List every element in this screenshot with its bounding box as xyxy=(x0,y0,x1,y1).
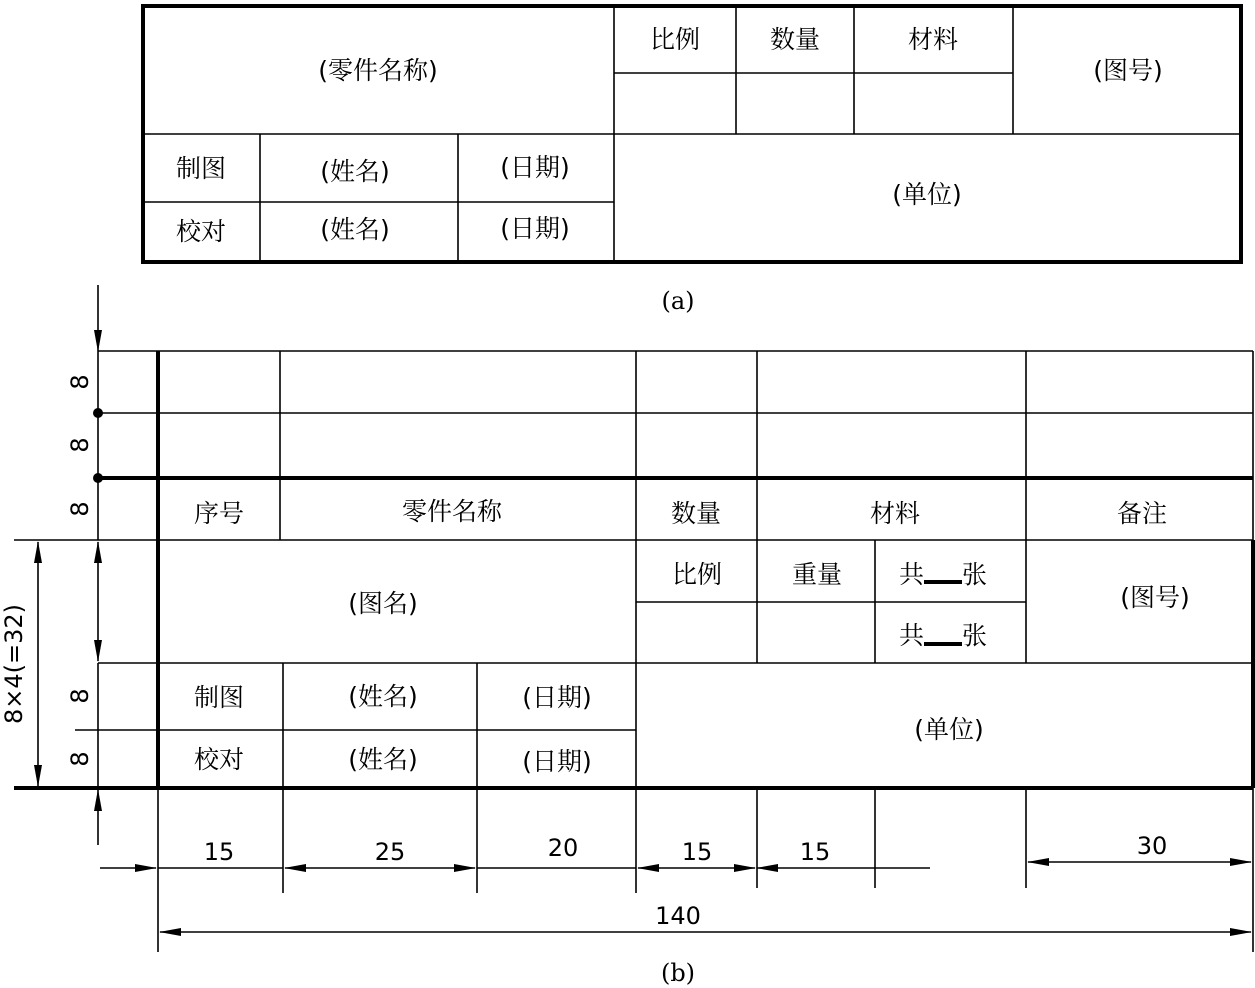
dim-total-height: 8×4(=32) xyxy=(0,603,28,725)
b-drawing-name: (图名) xyxy=(348,589,418,618)
dim-dot-1 xyxy=(93,408,103,418)
a-unit: (单位) xyxy=(892,180,962,209)
a-part-name: (零件名称) xyxy=(318,56,438,85)
dim-row-3: 8 xyxy=(66,501,94,517)
a-name-1: (姓名) xyxy=(320,157,390,186)
caption-a: (a) xyxy=(661,287,695,315)
b-drawn-label: 制图 xyxy=(193,683,245,712)
caption-b: (b) xyxy=(660,959,696,987)
b-date-2: (日期) xyxy=(522,747,592,776)
b-name-1: (姓名) xyxy=(348,682,418,711)
b-weight-label: 重量 xyxy=(791,560,843,589)
dim-w-2: 25 xyxy=(374,838,406,866)
a-material-label: 材料 xyxy=(907,25,959,54)
b-sheets-this-post: 张 xyxy=(962,621,988,650)
dim-w-4: 15 xyxy=(681,838,713,866)
a-drawing-no: (图号) xyxy=(1093,56,1163,85)
b-date-1: (日期) xyxy=(522,683,592,712)
a-name-2: (姓名) xyxy=(320,215,390,244)
dim-row-1: 8 xyxy=(66,374,94,390)
b-remark-label: 备注 xyxy=(1116,499,1168,528)
a-checked-label: 校对 xyxy=(175,217,227,246)
dim-row-2: 8 xyxy=(66,437,94,453)
dim-total-width: 140 xyxy=(655,902,701,930)
dim-row-4: 8 xyxy=(66,688,94,704)
dimensions-b xyxy=(0,285,1253,952)
b-sheets-total-pre: 共 xyxy=(899,560,925,589)
dim-row-5: 8 xyxy=(66,751,94,767)
b-scale-label: 比例 xyxy=(671,560,723,589)
b-unit: (单位) xyxy=(914,715,984,744)
b-name-2: (姓名) xyxy=(348,745,418,774)
dim-w-6: 30 xyxy=(1136,832,1168,860)
dim-w-1: 15 xyxy=(203,838,235,866)
b-drawing-no: (图号) xyxy=(1120,583,1190,612)
dim-w-3: 20 xyxy=(547,834,579,862)
a-date-2: (日期) xyxy=(500,214,570,243)
b-sheets-this-pre: 共 xyxy=(899,621,925,650)
b-material-label: 材料 xyxy=(869,499,921,528)
a-scale-label: 比例 xyxy=(649,25,701,54)
b-part-name-label: 零件名称 xyxy=(401,497,503,526)
dim-w-5: 15 xyxy=(799,838,831,866)
b-quantity-label: 数量 xyxy=(670,499,722,528)
dim-dot-2 xyxy=(93,473,103,483)
title-block-b xyxy=(14,351,1253,788)
b-checked-label: 校对 xyxy=(193,745,245,774)
a-quantity-label: 数量 xyxy=(769,25,821,54)
b-sheets-total-post: 张 xyxy=(962,560,988,589)
a-drawn-label: 制图 xyxy=(175,154,227,183)
b-seq-no-label: 序号 xyxy=(193,499,245,528)
a-date-1: (日期) xyxy=(500,153,570,182)
title-block-a xyxy=(143,6,1241,262)
